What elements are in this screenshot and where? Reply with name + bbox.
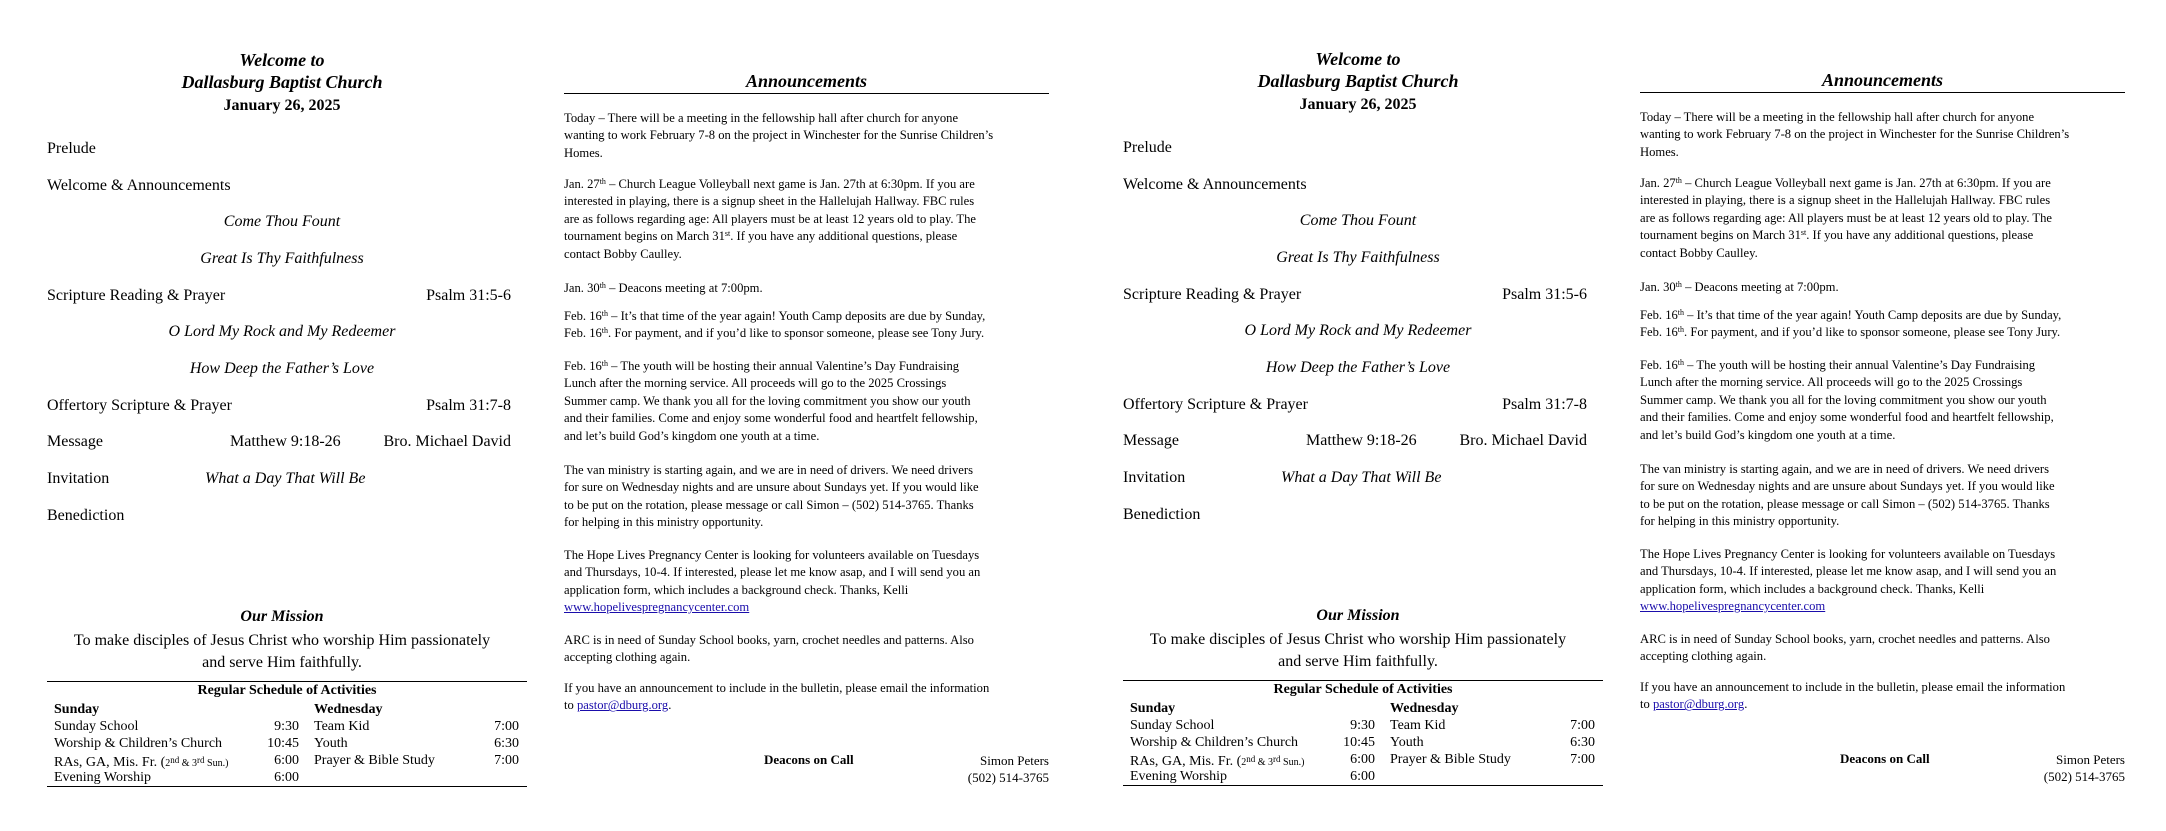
text: Feb. 16 — [564, 359, 602, 373]
line: Lunch after the morning service. All proceeds will go to the 2025 Crossings — [564, 376, 947, 391]
sup: th — [601, 326, 609, 336]
offertory: Offertory Scripture & Prayer — [1123, 396, 1308, 413]
line: and their families. Come and enjoy some wonderful food and heartfelt fellowship, — [1640, 410, 2054, 425]
schedule-top-rule — [1123, 680, 1603, 681]
announcements-rule — [564, 93, 1049, 94]
text: – Church League Volleyball next game is Jan. 27th at 6:30pm. If you are — [1681, 176, 2051, 190]
announcement-valentines-lunch — [564, 358, 1049, 445]
message-speaker: Bro. Michael David — [383, 433, 511, 450]
hymn-how-deep: How Deep the Father’s Love — [1265, 359, 1451, 376]
text: Feb. 16 — [1640, 308, 1678, 322]
announcements-title: Announcements — [1821, 70, 1944, 90]
prayer-bible-study: Prayer & Bible Study — [1390, 752, 1511, 767]
line: and let’s build God’s kingdom one youth at a time. — [564, 428, 820, 443]
announcement-hope-lives — [564, 547, 1049, 617]
line: and let’s build God’s kingdom one youth at a time. — [1640, 427, 1896, 442]
ras-time: 6:00 — [1350, 752, 1375, 767]
line — [564, 280, 1049, 297]
ras-text: RAs, GA, Mis. Fr. ( — [1130, 754, 1242, 769]
mission-text — [67, 630, 497, 674]
deacon-name: Simon Peters — [980, 753, 1049, 768]
announcements-rule — [1640, 92, 2125, 93]
ras-sun: Sun.) — [204, 758, 229, 769]
text: – Deacons meeting at 7:00pm. — [1681, 280, 1839, 294]
text: – It’s that time of the year again! Youth Camp deposits are due by Sunday, — [1684, 308, 2062, 322]
line: Today – There will be a meeting in the fellowship hall after church for anyone — [564, 111, 959, 125]
scripture-reading-ref: Psalm 31:5-6 — [1502, 286, 1587, 303]
mission-line2: and serve Him faithfully. — [1278, 653, 1438, 670]
line: and Thursdays, 10-4. If interested, please let me know asap, and I will send you an — [1640, 564, 2057, 579]
sup: th — [601, 359, 609, 368]
line — [564, 325, 1049, 342]
deacons-on-call-label: Deacons on Call — [1840, 751, 1930, 766]
text: tournament begins on March 31 — [1640, 228, 1801, 243]
church-name: Dallasburg Baptist Church — [181, 72, 383, 92]
announcement-deacons — [1640, 279, 2125, 296]
ras-amp: & 3 — [1255, 757, 1274, 768]
line: interested in playing, there is a signup sheet in the Hallelujah Hallway. FBC rules — [1640, 193, 2051, 208]
evening-worship: Evening Worship — [1130, 769, 1227, 784]
text: Feb. 16 — [564, 309, 602, 323]
message-ref: Matthew 9:18-26 — [230, 433, 341, 450]
hymn-come-thou-fount: Come Thou Fount — [223, 213, 341, 230]
mission-line1: To make disciples of Jesus Christ who worship Him passionately — [1149, 631, 1567, 648]
text: Jan. 30 — [1640, 280, 1676, 294]
line — [1640, 175, 2125, 192]
offertory-ref: Psalm 31:7-8 — [1502, 396, 1587, 413]
service-date: January 26, 2025 — [223, 97, 341, 114]
line: for helping in this ministry opportunity. — [564, 515, 764, 530]
line — [1640, 696, 2125, 713]
prayer-bible-study: Prayer & Bible Study — [314, 753, 435, 768]
hymn-great-is-thy-faithfulness: Great Is Thy Faithfulness — [200, 250, 364, 267]
line — [564, 308, 1049, 325]
text: . — [1744, 697, 1748, 712]
message: Message — [1123, 432, 1179, 449]
deacons-on-call-label: Deacons on Call — [764, 752, 854, 767]
message: Message — [47, 433, 103, 450]
text: Feb. 16 — [1640, 358, 1678, 372]
line — [564, 697, 1049, 714]
sunday-heading: Sunday — [54, 702, 100, 717]
welcome-heading — [47, 49, 517, 93]
line — [1640, 307, 2125, 324]
text: . — [668, 698, 672, 713]
text: – Deacons meeting at 7:00pm. — [605, 281, 763, 295]
line — [564, 176, 1049, 193]
line: The Hope Lives Pregnancy Center is looking for volunteers available on Tuesdays — [564, 548, 980, 562]
offertory-ref: Psalm 31:7-8 — [426, 397, 511, 414]
pastor-email-link[interactable]: pastor@dburg.org — [576, 698, 669, 713]
line: If you have an announcement to include in the bulletin, please email the information — [1640, 680, 2066, 694]
service-date: January 26, 2025 — [1299, 96, 1417, 113]
welcome-announcements: Welcome & Announcements — [47, 177, 231, 194]
team-kid-time: 7:00 — [494, 719, 519, 734]
text: to — [1640, 697, 1653, 712]
ras-nd: nd — [1246, 754, 1256, 764]
deacon-phone: (502) 514-3765 — [2043, 769, 2125, 784]
deacon-contact — [2044, 751, 2125, 785]
sunday-school-time: 9:30 — [274, 719, 299, 734]
line: If you have an announcement to include in the bulletin, please email the information — [564, 681, 990, 695]
line: wanting to work February 7-8 on the project in Winchester for the Sunrise Children’s — [564, 128, 994, 143]
sunday-heading: Sunday — [1130, 701, 1176, 716]
wednesday-heading: Wednesday — [314, 702, 383, 717]
ras-2: 2 — [1241, 757, 1247, 768]
announcement-submit — [1640, 679, 2125, 714]
sunday-school-time: 9:30 — [1350, 718, 1375, 733]
text: – It’s that time of the year again! Youth Camp deposits are due by Sunday, — [608, 309, 986, 323]
line — [1640, 279, 2125, 296]
announcement-meeting — [1640, 109, 2125, 161]
team-kid: Team Kid — [1390, 718, 1446, 733]
evening-worship: Evening Worship — [54, 770, 151, 785]
line: and Thursdays, 10-4. If interested, please let me know asap, and I will send you an — [564, 565, 981, 580]
line — [564, 358, 1049, 375]
mission-line1: To make disciples of Jesus Christ who worship Him passionately — [73, 632, 491, 649]
line: The van ministry is starting again, and we are in need of drivers. We need drivers — [1640, 462, 2049, 476]
line: ARC is in need of Sunday School books, yarn, crochet needles and patterns. Also — [1640, 632, 2050, 646]
line: interested in playing, there is a signup sheet in the Hallelujah Hallway. FBC rules — [564, 194, 975, 209]
prelude: Prelude — [47, 140, 96, 157]
announcement-valentines-lunch — [1640, 357, 2125, 444]
announcement-volleyball — [1640, 175, 2125, 262]
prelude: Prelude — [1123, 139, 1172, 156]
church-name: Dallasburg Baptist Church — [1257, 71, 1459, 91]
line — [1640, 357, 2125, 374]
hope-lives-link[interactable]: www.hopelivespregnancycenter.com — [1640, 599, 1826, 614]
announcement-meeting — [564, 110, 1049, 162]
line — [1640, 227, 2125, 244]
hymn-how-deep: How Deep the Father’s Love — [189, 360, 375, 377]
announcements-title: Announcements — [745, 71, 868, 91]
text: to — [564, 698, 577, 713]
worship: Worship & Children’s Church — [54, 736, 223, 751]
worship: Worship & Children’s Church — [1130, 735, 1299, 750]
announcement-arc — [564, 632, 1049, 667]
line: accepting clothing again. — [564, 650, 691, 665]
message-speaker: Bro. Michael David — [1459, 432, 1587, 449]
ras-time: 6:00 — [274, 753, 299, 768]
line: are as follows regarding age: All players must be at least 12 years old to play. The — [564, 211, 976, 226]
line: and their families. Come and enjoy some wonderful food and heartfelt fellowship, — [564, 411, 978, 426]
text: Feb. 16 — [564, 326, 602, 341]
ras-rd: rd — [197, 755, 205, 765]
line: to be put on the rotation, please message or call Simon – (502) 514-3765. Thanks — [564, 497, 974, 512]
welcome-line1: Welcome to — [1315, 49, 1401, 69]
scripture-reading: Scripture Reading & Prayer — [47, 287, 226, 304]
mission-title: Our Mission — [240, 608, 324, 625]
schedule-bottom-rule — [1123, 785, 1603, 786]
mission-title: Our Mission — [1316, 607, 1400, 624]
line: ARC is in need of Sunday School books, yarn, crochet needles and patterns. Also — [564, 633, 974, 647]
prayer-time: 7:00 — [494, 753, 519, 768]
hymn-o-lord-my-rock: O Lord My Rock and My Redeemer — [168, 323, 396, 340]
benediction: Benediction — [47, 507, 125, 524]
text: . If you have any additional questions, please — [1806, 228, 2034, 243]
prayer-time: 7:00 — [1570, 752, 1595, 767]
deacon-contact — [968, 752, 1049, 786]
invitation: Invitation — [47, 470, 110, 487]
text: Feb. 16 — [1640, 325, 1678, 340]
sup: th — [1675, 176, 1682, 185]
sup: th — [599, 177, 606, 186]
deacon-name: Simon Peters — [2056, 752, 2125, 767]
benediction: Benediction — [1123, 506, 1201, 523]
announcement-youth-camp — [564, 308, 1049, 343]
ras-rd: rd — [1273, 754, 1281, 764]
announcement-van-ministry — [1640, 461, 2125, 531]
invitation-hymn: What a Day That Will Be — [205, 470, 366, 487]
announcement-van-ministry — [564, 462, 1049, 532]
text: Jan. 27 — [564, 177, 600, 191]
sup: th — [1677, 358, 1685, 367]
line: Lunch after the morning service. All proceeds will go to the 2025 Crossings — [1640, 375, 2023, 390]
deacon-phone: (502) 514-3765 — [967, 770, 1049, 785]
schedule-title: Regular Schedule of Activities — [197, 683, 377, 698]
sup: st — [724, 229, 731, 239]
pastor-email-link[interactable]: pastor@dburg.org — [1652, 697, 1745, 712]
line: for helping in this ministry opportunity. — [1640, 514, 1840, 529]
invitation: Invitation — [1123, 469, 1186, 486]
sup: th — [1675, 280, 1682, 289]
youth-time: 6:30 — [1570, 735, 1595, 750]
text: . If you have any additional questions, please — [730, 229, 958, 244]
ras-amp: & 3 — [179, 758, 198, 769]
line: The van ministry is starting again, and we are in need of drivers. We need drivers — [564, 463, 973, 477]
evening-time: 6:00 — [274, 770, 299, 785]
offertory: Offertory Scripture & Prayer — [47, 397, 232, 414]
worship-time: 10:45 — [1343, 735, 1375, 750]
sunday-school: Sunday School — [1130, 718, 1215, 733]
sup: th — [601, 309, 609, 318]
scripture-reading: Scripture Reading & Prayer — [1123, 286, 1302, 303]
text: . For payment, and if you’d like to sponsor someone, please see Tony Jury. — [1684, 325, 2061, 340]
sup: th — [1677, 308, 1685, 317]
schedule-title: Regular Schedule of Activities — [1273, 682, 1453, 697]
hymn-come-thou-fount: Come Thou Fount — [1299, 212, 1417, 229]
line: The Hope Lives Pregnancy Center is looking for volunteers available on Tuesdays — [1640, 547, 2056, 561]
schedule-bottom-rule — [47, 786, 527, 787]
line: Summer camp. We thank you all for the loving commitment you show our youth — [564, 393, 971, 408]
line: contact Bobby Caulley. — [564, 246, 682, 261]
ras-sun: Sun.) — [1280, 757, 1305, 768]
youth: Youth — [314, 736, 348, 751]
hymn-great-is-thy-faithfulness: Great Is Thy Faithfulness — [1276, 249, 1440, 266]
sup: th — [1677, 325, 1685, 335]
announcement-youth-camp — [1640, 307, 2125, 342]
scripture-reading-ref: Psalm 31:5-6 — [426, 287, 511, 304]
announcement-submit — [564, 680, 1049, 715]
hymn-o-lord-my-rock: O Lord My Rock and My Redeemer — [1244, 322, 1472, 339]
welcome-heading — [1123, 48, 1593, 92]
line — [564, 228, 1049, 245]
invitation-hymn: What a Day That Will Be — [1281, 469, 1442, 486]
mission-text — [1143, 629, 1573, 673]
line: Today – There will be a meeting in the fellowship hall after church for anyone — [1640, 110, 2035, 124]
hope-lives-link[interactable]: www.hopelivespregnancycenter.com — [564, 600, 750, 615]
ras-nd: nd — [170, 755, 180, 765]
mission-line2: and serve Him faithfully. — [202, 654, 362, 671]
welcome-announcements: Welcome & Announcements — [1123, 176, 1307, 193]
worship-time: 10:45 — [267, 736, 299, 751]
line: are as follows regarding age: All players must be at least 12 years old to play. The — [1640, 210, 2052, 225]
welcome-line1: Welcome to — [239, 50, 325, 70]
ras-text: RAs, GA, Mis. Fr. ( — [54, 755, 166, 770]
text: – The youth will be hosting their annual Valentine’s Day Fundraising — [608, 359, 960, 373]
line: contact Bobby Caulley. — [1640, 245, 1758, 260]
text: – Church League Volleyball next game is Jan. 27th at 6:30pm. If you are — [605, 177, 975, 191]
announcement-arc — [1640, 631, 2125, 666]
message-ref: Matthew 9:18-26 — [1306, 432, 1417, 449]
line: accepting clothing again. — [1640, 649, 1767, 664]
text: Jan. 27 — [1640, 176, 1676, 190]
ras-2: 2 — [165, 758, 171, 769]
line — [1640, 324, 2125, 341]
wednesday-heading: Wednesday — [1390, 701, 1459, 716]
line: Homes. — [1640, 144, 1679, 159]
team-kid: Team Kid — [314, 719, 370, 734]
line: application form, which includes a background check. Thanks, Kelli — [1640, 581, 1985, 596]
announcement-volleyball — [564, 176, 1049, 263]
sunday-school: Sunday School — [54, 719, 139, 734]
line: for sure on Wednesday nights and are unsure about Sundays yet. If you would like — [564, 480, 979, 495]
youth-time: 6:30 — [494, 736, 519, 751]
schedule-top-rule — [47, 681, 527, 682]
sup: th — [599, 281, 606, 290]
text: . For payment, and if you’d like to sponsor someone, please see Tony Jury. — [608, 326, 985, 341]
line: Homes. — [564, 145, 603, 160]
text: Jan. 30 — [564, 281, 600, 295]
line: for sure on Wednesday nights and are unsure about Sundays yet. If you would like — [1640, 479, 2055, 494]
youth: Youth — [1390, 735, 1424, 750]
announcement-deacons — [564, 280, 1049, 297]
line: to be put on the rotation, please message or call Simon – (502) 514-3765. Thanks — [1640, 496, 2050, 511]
text: tournament begins on March 31 — [564, 229, 725, 244]
line: application form, which includes a background check. Thanks, Kelli — [564, 582, 909, 597]
text: – The youth will be hosting their annual Valentine’s Day Fundraising — [1684, 358, 2036, 372]
line: Summer camp. We thank you all for the loving commitment you show our youth — [1640, 392, 2047, 407]
evening-time: 6:00 — [1350, 769, 1375, 784]
announcement-hope-lives — [1640, 546, 2125, 616]
team-kid-time: 7:00 — [1570, 718, 1595, 733]
sup: st — [1800, 228, 1807, 238]
line: wanting to work February 7-8 on the project in Winchester for the Sunrise Children’s — [1640, 127, 2070, 142]
